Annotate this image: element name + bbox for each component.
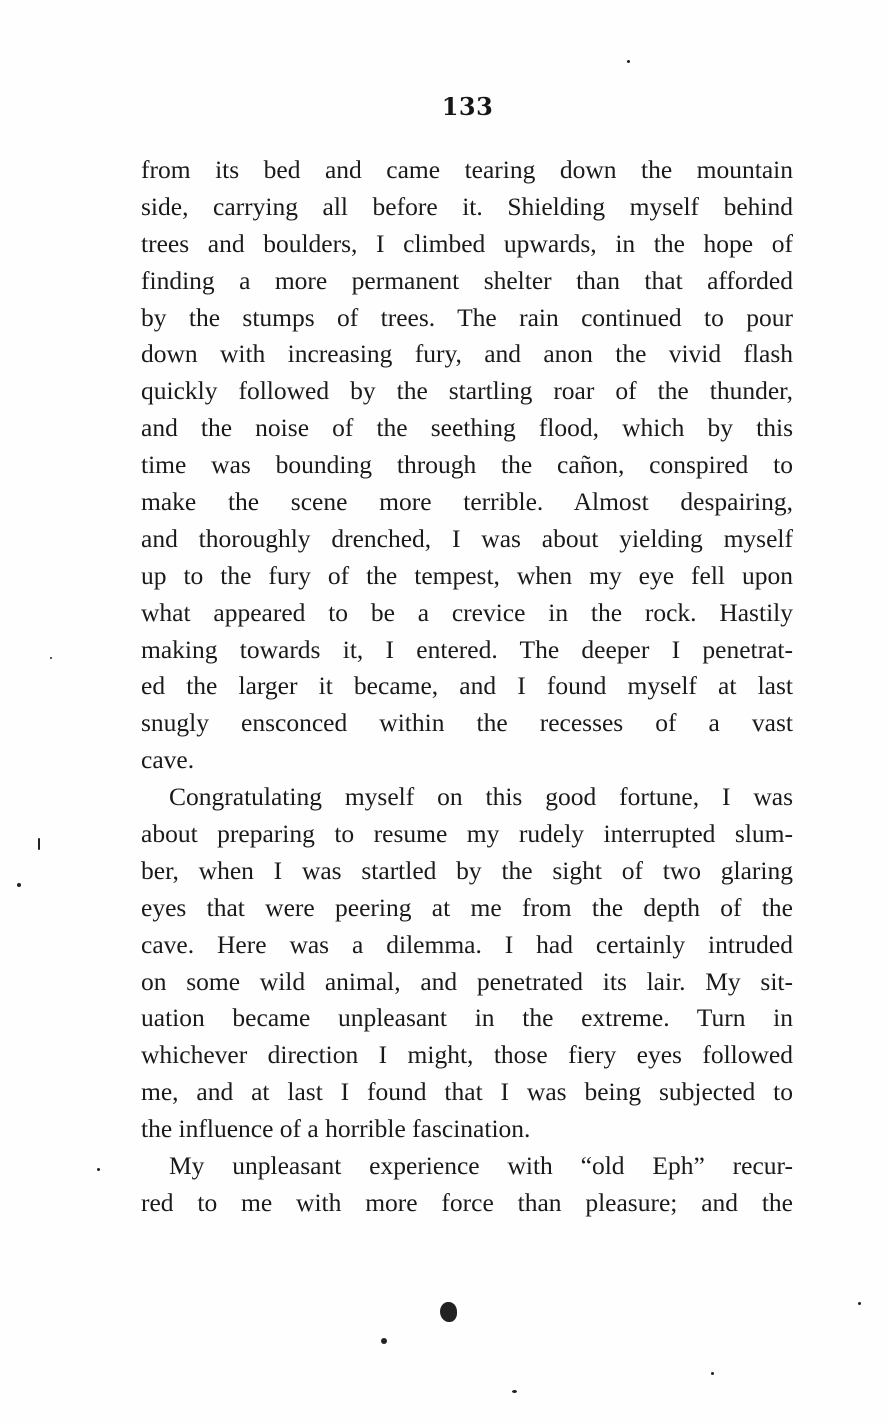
text-line: about preparing to resume my rudely interrupted slum-	[141, 819, 793, 849]
text-line: down with increasing fury, and anon the vivid flash	[141, 339, 793, 369]
text-line: side, carrying all before it. Shielding myself behind	[141, 191, 793, 221]
body-text	[141, 152, 793, 1222]
ink-dot	[381, 1338, 387, 1344]
text-line: by the stumps of trees. The rain continued to pour	[141, 302, 793, 332]
ink-dot	[17, 883, 21, 887]
ink-dot	[627, 60, 630, 63]
text-line: what appeared to be a crevice in the rock. Hastily	[141, 597, 793, 627]
text-line: and thoroughly drenched, I was about yielding myself	[141, 523, 793, 553]
text-line: eyes that were peering at me from the depth of the	[141, 892, 793, 922]
text-line: on some wild animal, and penetrated its lair. My sit-	[141, 966, 793, 996]
ink-dot	[97, 1168, 100, 1171]
paragraph-end-line: the influence of a horrible fascination.	[141, 1114, 531, 1144]
ink-mark	[38, 838, 40, 850]
ink-dot	[50, 657, 52, 659]
text-line: ber, when I was startled by the sight of two glaring	[141, 855, 793, 885]
text-line: snugly ensconced within the recesses of a vast	[141, 708, 793, 738]
text-line: from its bed and came tearing down the mountain	[141, 155, 793, 184]
paragraph-start-line: My unpleasant experience with “old Eph” recur-	[169, 1151, 793, 1181]
text-line: time was bounding through the cañon, conspired to	[141, 450, 793, 480]
text-line: uation became unpleasant in the extreme. Turn in	[141, 1003, 793, 1033]
text-line: make the scene more terrible. Almost despairing,	[141, 487, 793, 517]
text-line: me, and at last I found that I was being subjected to	[141, 1077, 793, 1107]
text-line: whichever direction I might, those fiery eyes followed	[141, 1040, 793, 1070]
text-line: trees and boulders, I climbed upwards, in the hope of	[141, 228, 793, 258]
text-line: up to the fury of the tempest, when my eye fell upon	[141, 560, 793, 590]
ink-blot	[440, 1302, 457, 1322]
text-line: red to me with more force than pleasure; and the	[141, 1187, 793, 1217]
text-line: making towards it, I entered. The deeper I penetrat-	[141, 634, 793, 664]
text-line: cave. Here was a dilemma. I had certainly intruded	[141, 929, 793, 959]
text-line: and the noise of the seething flood, which by this	[141, 413, 793, 443]
text-line: quickly followed by the startling roar of the thunder,	[141, 376, 793, 406]
paragraph-end-line: cave.	[141, 745, 195, 775]
text-line: finding a more permanent shelter than that afforded	[141, 265, 793, 295]
ink-dot	[711, 1372, 714, 1375]
ink-dot	[512, 1390, 517, 1393]
page-number: 133	[441, 92, 494, 121]
ink-dot	[858, 1302, 861, 1305]
text-line: ed the larger it became, and I found myself at last	[141, 671, 793, 701]
paragraph-start-line: Congratulating myself on this good fortune, I was	[169, 782, 793, 812]
